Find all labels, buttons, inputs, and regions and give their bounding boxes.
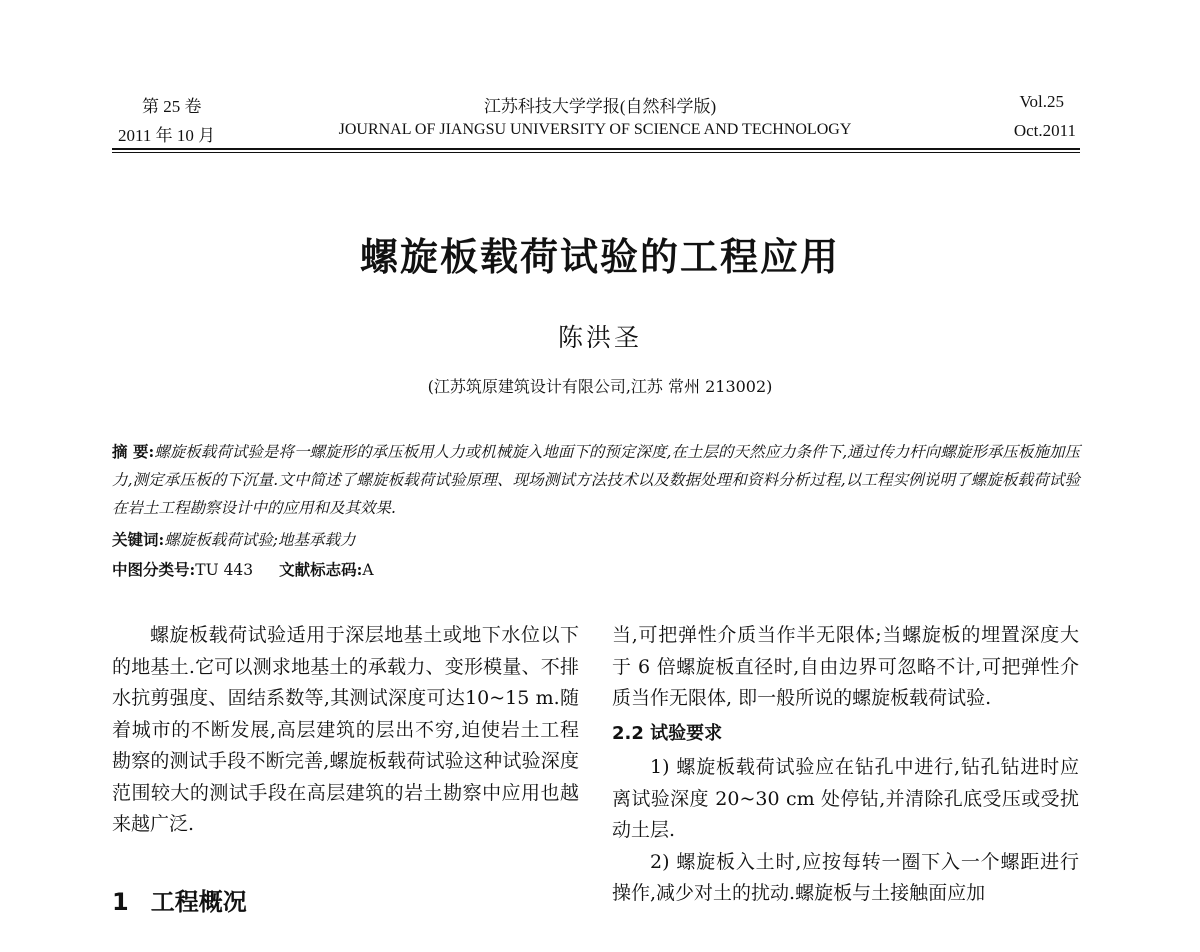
section-number: 1 bbox=[112, 888, 129, 916]
header-rule-thick bbox=[112, 148, 1080, 150]
right-paragraph: 当,可把弹性介质当作半无限体;当螺旋板的埋置深度大于 6 倍螺旋板直径时,自由边界可忽略不计,可把弹性介质当作无限体, 即一般所说的螺旋板载荷试验. bbox=[612, 624, 1079, 709]
header-vol-en: Vol.25 bbox=[1019, 92, 1064, 111]
abstract-label: 摘 要: bbox=[112, 442, 155, 461]
doc-code-label: 文献标志码: bbox=[279, 560, 363, 579]
keywords bbox=[112, 528, 355, 550]
body-right-column bbox=[612, 620, 1079, 910]
section-title: 工程概况 bbox=[150, 888, 247, 916]
requirement-item-2: 2) 螺旋板入土时,应按每转一圈下入一个螺距进行操作,减少对土的扰动.螺旋板与土接触面应加 bbox=[612, 850, 1079, 904]
abstract bbox=[112, 438, 1080, 522]
affiliation: (江苏筑原建筑设计有限公司,江苏 常州 213002) bbox=[427, 377, 773, 396]
paper-title: 螺旋板载荷试验的工程应用 bbox=[359, 235, 840, 279]
requirement-item-1: 1) 螺旋板载荷试验应在钻孔中进行,钻孔钻进时应离试验深度 20~30 cm 处停钻,并清除孔底受压或受扰动土层. bbox=[612, 756, 1079, 841]
subsection-heading: 2.2 试验要求 bbox=[612, 722, 723, 744]
keywords-label: 关键词: bbox=[112, 530, 165, 549]
header-volume: 第 25 卷 bbox=[142, 97, 202, 116]
body-left-column bbox=[112, 620, 579, 841]
header-rule-thin bbox=[112, 152, 1080, 153]
header-date: 2011 年 10 月 bbox=[118, 126, 216, 145]
abstract-text: 螺旋板载荷试验是将一螺旋形的承压板用人力或机械旋入地面下的预定深度,在土层的天然应力条件下,通过传力杆向螺旋形承压板施加压力,测定承压板的下沉量.文中简述了螺旋板载荷试验原理、现场测试方法技术以及数据处理和资料分析过程,以工程实例说明了螺旋板载荷试验在岩土工程勘察设计中的应用和及其效果. bbox=[112, 443, 1081, 517]
intro-paragraph: 螺旋板载荷试验适用于深层地基土或地下水位以下的地基土.它可以测求地基土的承载力、变形模量、不排水抗剪强度、固结系数等,其测试深度可达10~15 m.随着城市的不断发展,高层建筑的层出不穷,迫使岩土工程勘察的测试手段不断完善,螺旋板载荷试验这种试验深度范围较大的测试手段在高层建筑的岩土勘察中应用也越来越广泛. bbox=[112, 624, 579, 835]
clc-label: 中图分类号: bbox=[112, 560, 196, 579]
doc-code-value: A bbox=[362, 561, 374, 579]
header-journal-en: JOURNAL OF JIANGSU UNIVERSITY OF SCIENCE AND TECHNOLOGY bbox=[338, 121, 852, 138]
header-journal-cn: 江苏科技大学学报(自然科学版) bbox=[483, 97, 717, 116]
keywords-text: 螺旋板载荷试验;地基承载力 bbox=[164, 531, 356, 549]
clc-value: TU 443 bbox=[195, 561, 254, 579]
section-heading-1 bbox=[112, 882, 247, 917]
header-date-en: Oct.2011 bbox=[1013, 121, 1076, 140]
classification bbox=[112, 558, 374, 580]
author-name: 陈洪圣 bbox=[557, 323, 642, 352]
